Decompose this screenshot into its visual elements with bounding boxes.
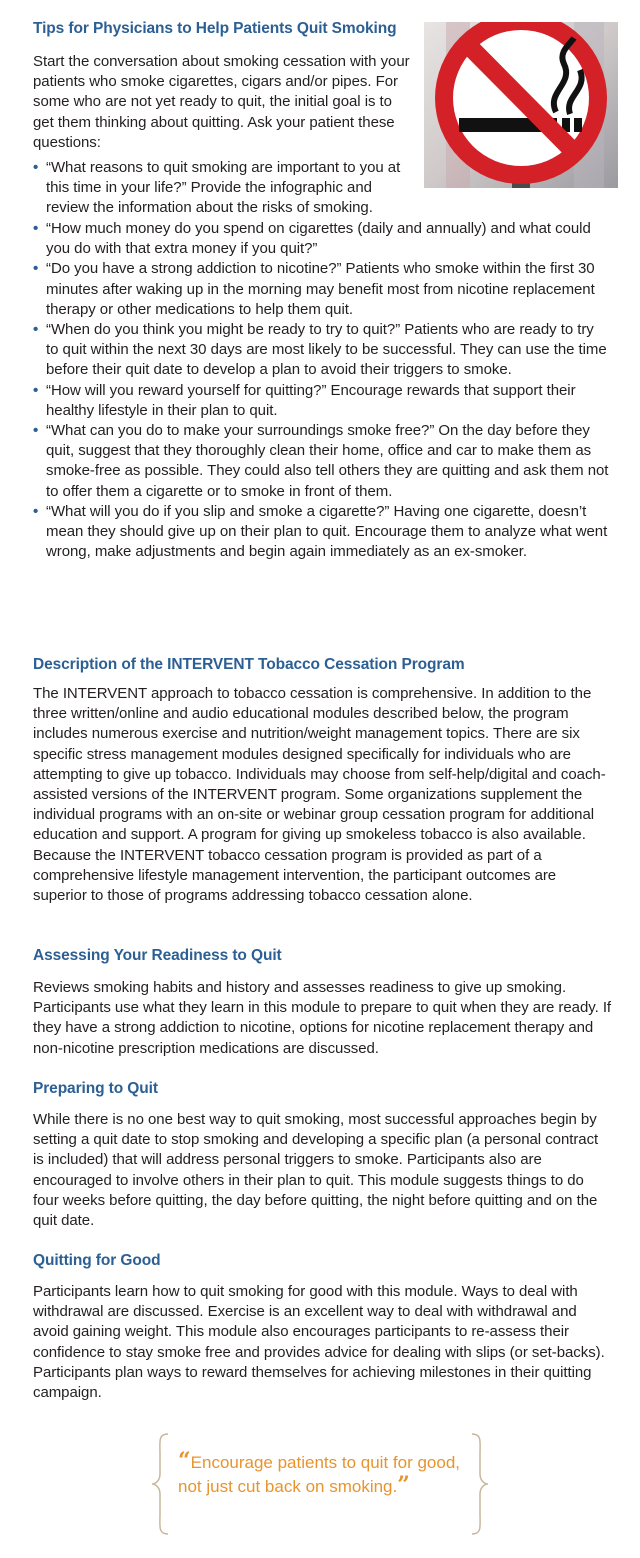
tips-question-list-continued <box>33 219 609 562</box>
description-body: The INTERVENT approach to tobacco cessation is comprehensive. In addition to the three written/online and audio educational modules described below, the program includes numerous exercise and nutrition/weight management topics. There are six specific stress management modules designed specifically for individuals who are attempting to give up tobacco. Individuals may choose from self-help/digital and coach-assisted versions of the INTERVENT program. Some organizations supplement the individual programs with an on-site or webinar group cessation program for additional education and support. A program for giving up smokeless tobacco is also available. Because the INTERVENT tobacco cessation program is provided as part of a comprehensive lifestyle management intervention, the participant outcomes are superior to those of programs addressing tobacco cessation alone. <box>33 685 606 905</box>
left-brace-icon <box>150 1432 172 1536</box>
no-smoking-sign-icon <box>424 22 618 188</box>
list-item: • “What will you do if you slip and smoke a cigarette?” Having one cigarette, doesn’t mean they should give up on their plan to quit. Encourage them to analyze what went wrong, make adjustments and begin again immediately as an ex-smoker. <box>33 502 608 561</box>
close-quote-mark: ” <box>397 1472 410 1498</box>
list-item: • “Do you have a strong addiction to nicotine?” Patients who smoke within the first 30 minutes after waking up in the morning may benefit most from nicotine replacement therapy or other medications to help them quit. <box>33 260 595 318</box>
list-item: • “What can you do to make your surroundings smoke free?” On the day before they quit, suggest that they thoroughly clean their home, office and car to make them as smoke-free as possible. They could also tell others they are quitting and ask them not to offer them a cigarette or to smoke in front of them. <box>33 422 609 500</box>
list-item: • “What reasons to quit smoking are important to you at this time in your life?” Provide the infographic and review the information about the risks of smoking. <box>33 159 401 217</box>
pull-quote-text <box>178 1450 478 1498</box>
pull-quote-line1: Encourage patients to quit for good, <box>190 1453 461 1472</box>
description-heading: Description of the INTERVENT Tobacco Cessation Program <box>33 656 465 673</box>
preparing-heading: Preparing to Quit <box>33 1080 158 1097</box>
tips-heading: Tips for Physicians to Help Patients Quit Smoking <box>33 20 397 37</box>
list-item: • “When do you think you might be ready to try to quit?” Patients who are ready to try to quit within the next 30 days are most likely to be successful. They can use the time before their quit date to develop a plan to avoid their triggers to smoke. <box>33 321 607 379</box>
preparing-body: While there is no one best way to quit smoking, most successful approaches begin by setting a quit date to stop smoking and developing a specific plan (a personal contract is included) that will address personal triggers to smoke. Participants also are encouraged to involve others in their plan to quit. This module suggests things to do four weeks before quitting, the day before quitting, the night before quitting and on the quit date. <box>33 1111 599 1230</box>
pull-quote <box>150 1432 490 1536</box>
assessing-heading: Assessing Your Readiness to Quit <box>33 947 282 964</box>
tips-question-list <box>33 158 409 219</box>
tips-intro: Start the conversation about smoking cessation with your patients who smoke cigarettes, cigars and/or pipes. For some who are not yet ready to quit, the initial goal is to get them thinking about quitting. Ask your patient these questions: <box>33 53 410 151</box>
quitting-body: Participants learn how to quit smoking for good with this module. Ways to deal with withdrawal are discussed. Exercise is an excellent way to deal with withdrawal and avoid gaining weight. This module also encourages participants to re-assess their confidence to stay smoke free and provides advice for dealing with slips (or set-backs). Participants plan ways to reward themselves for achieving milestones in their quitting campaign. <box>33 1283 605 1402</box>
quitting-heading: Quitting for Good <box>33 1252 161 1269</box>
list-item: • “How much money do you spend on cigarettes (daily and annually) and what could you do with that extra money if you quit?” <box>33 220 591 258</box>
no-smoking-sign-image <box>424 22 618 188</box>
right-brace-icon <box>468 1432 490 1536</box>
assessing-body: Reviews smoking habits and history and assesses readiness to give up smoking. Participants use what they learn in this module to prepare to quit when they are ready. If they have a strong addiction to nicotine, options for nicotine replacement therapy and non-nicotine prescription medications are discussed. <box>33 979 612 1057</box>
open-quote-mark: “ <box>178 1448 191 1474</box>
pull-quote-line2: not just cut back on smoking. <box>178 1477 398 1496</box>
list-item: • “How will you reward yourself for quitting?” Encourage rewards that support their healthy lifestyle in their plan to quit. <box>33 381 576 419</box>
